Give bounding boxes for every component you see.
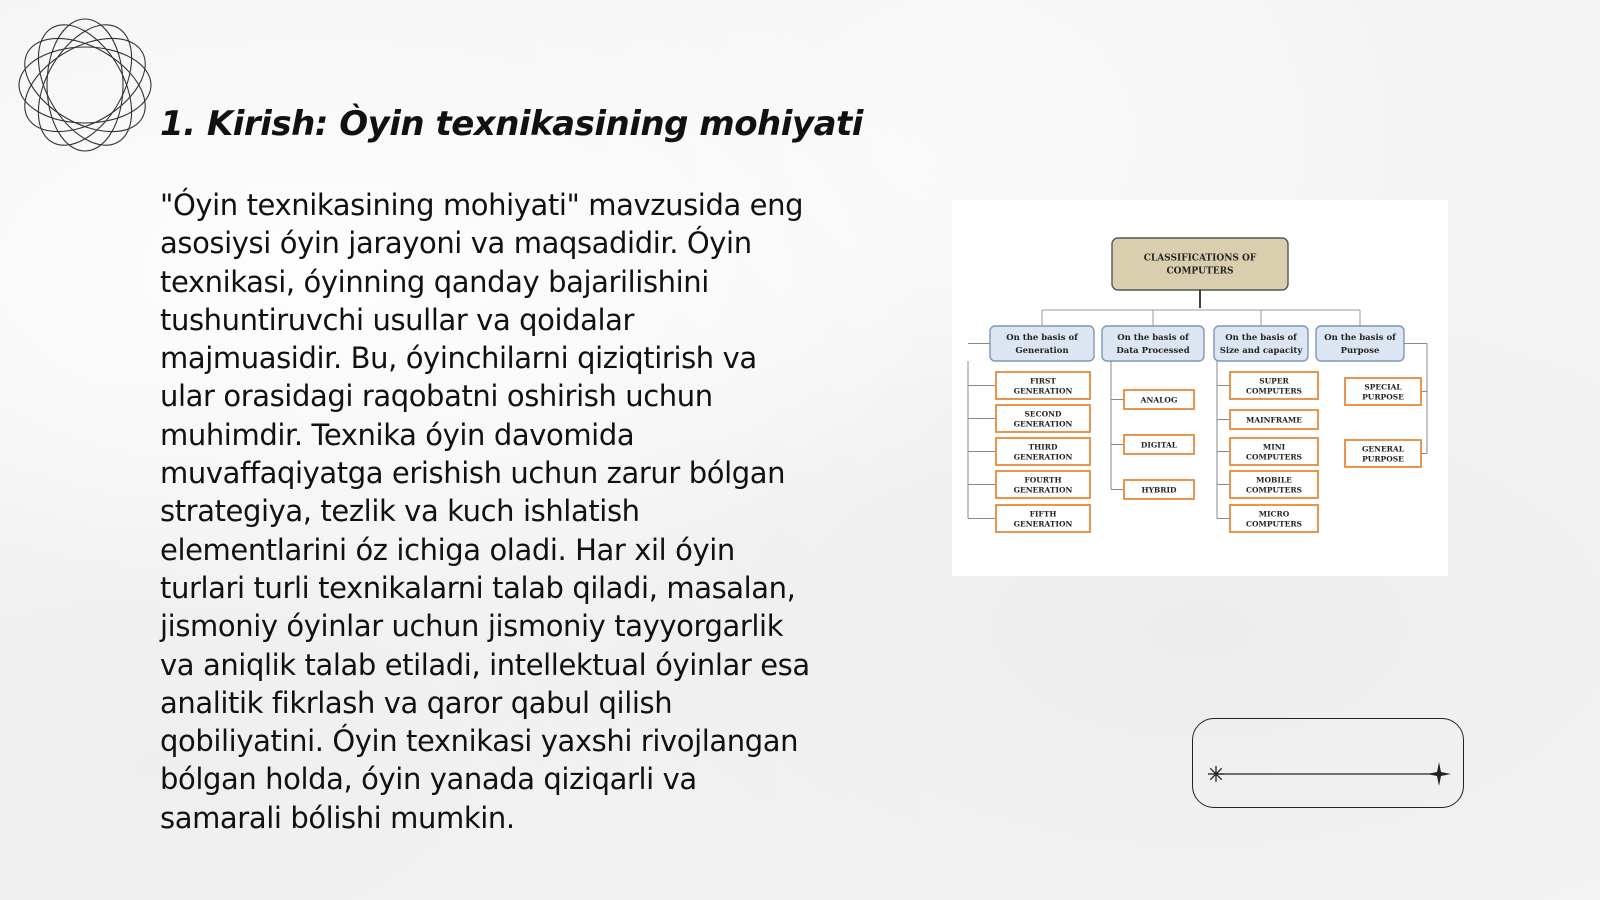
diagram-leaf-label: SECOND	[1024, 409, 1062, 419]
diagram-root-label: COMPUTERS	[1166, 266, 1234, 277]
diagram-leaf-label: MAINFRAME	[1246, 415, 1302, 425]
diagram-leaf-label: GENERATION	[1013, 519, 1073, 529]
diagram-category-label: On the basis of	[1324, 333, 1396, 343]
diagram-category-label: On the basis of	[1225, 333, 1297, 343]
body-line: va aniqlik talab etiladi, intellektual óyinlar esa	[160, 647, 810, 682]
diagram-leaf-label: ANALOG	[1140, 395, 1178, 405]
diagram-leaf-label: PURPOSE	[1362, 454, 1404, 464]
diagram-leaf-label: SUPER	[1259, 376, 1289, 386]
slide-title: 1. Kirish: Òyin texnikasining mohiyati	[160, 104, 863, 144]
diagram-leaf-label: HYBRID	[1141, 485, 1177, 495]
diagram-leaf-label: GENERATION	[1013, 452, 1073, 462]
decorative-line-box	[1192, 718, 1464, 808]
body-line: analitik fikrlash va qaror qabul qilish	[160, 685, 673, 720]
diagram-leaf-label: COMPUTERS	[1246, 452, 1302, 462]
starburst-icon	[1208, 766, 1224, 782]
diagram-category-label: Generation	[1015, 346, 1069, 356]
slide-body-text	[160, 186, 850, 837]
diagram-root-box	[1112, 238, 1288, 290]
body-line: turlari turli texnikalarni talab qiladi, masalan,	[160, 570, 796, 605]
body-line: elementlarini óz ichiga oladi. Har xil óyin	[160, 532, 735, 567]
sparkle-star-icon	[1427, 762, 1451, 786]
diagram-leaf-label: COMPUTERS	[1246, 485, 1302, 495]
body-line: ular orasidagi raqobatni oshirish uchun	[160, 379, 713, 414]
diagram-leaf-label: PURPOSE	[1362, 392, 1404, 402]
body-line: tushuntiruvchi usullar va qoidalar	[160, 302, 635, 337]
diagram-category-label: Size and capacity	[1219, 346, 1303, 356]
diagram-canvas	[952, 200, 1448, 576]
computer-classification-diagram	[952, 200, 1448, 576]
body-line: strategiya, tezlik va kuch ishlatish	[160, 494, 640, 529]
diagram-category-label: Purpose	[1340, 346, 1380, 356]
diagram-leaf-label: GENERATION	[1013, 485, 1073, 495]
diagram-leaf-label: MINI	[1262, 442, 1286, 452]
diagram-category-label: On the basis of	[1117, 333, 1189, 343]
diagram-leaf-label: MICRO	[1258, 509, 1290, 519]
body-line: "Óyin texnikasining mohiyati" mavzusida eng	[160, 188, 804, 222]
body-line: muvaffaqiyatga erishish uchun zarur bólgan	[160, 456, 786, 491]
diagram-leaf-label: GENERATION	[1013, 419, 1073, 429]
diagram-leaf-label: FIFTH	[1029, 509, 1057, 519]
diagram-leaf-label: GENERATION	[1013, 386, 1073, 396]
body-line: texnikasi, óyinning qanday bajarilishini	[160, 264, 709, 299]
diagram-leaf-label: GENERAL	[1361, 444, 1405, 454]
body-line: jismoniy óyinlar uchun jismoniy tayyorgarlik	[160, 609, 784, 644]
diagram-leaf-label: COMPUTERS	[1246, 519, 1302, 529]
body-line: qobiliyatini. Óyin texnikasi yaxshi rivojlangan	[160, 724, 799, 759]
diagram-leaf-label: MOBILE	[1256, 475, 1292, 485]
diagram-leaf-label: DIGITAL	[1140, 440, 1178, 450]
body-line: bólgan holda, óyin yanada qiziqarli va	[160, 762, 697, 797]
body-line: muhimdir. Texnika óyin davomida	[160, 417, 635, 452]
diagram-category-label: Data Processed	[1116, 346, 1190, 356]
diagram-leaf-label: SPECIAL	[1364, 382, 1402, 392]
body-line: majmuasidir. Bu, óyinchilarni qiziqtirish va	[160, 341, 757, 376]
decorative-ring-logo	[10, 10, 160, 160]
diagram-leaf-label: THIRD	[1028, 442, 1058, 452]
diagram-category-label: On the basis of	[1006, 333, 1078, 343]
diagram-leaf-label: COMPUTERS	[1246, 386, 1302, 396]
body-line: samarali bólishi mumkin.	[160, 800, 515, 835]
diagram-leaf-label: FIRST	[1029, 376, 1057, 386]
diagram-root-label: CLASSIFICATIONS OF	[1143, 253, 1257, 264]
diagram-leaf-label: FOURTH	[1024, 475, 1062, 485]
body-line: asosiysi óyin jarayoni va maqsadidir. Óyin	[160, 226, 752, 261]
